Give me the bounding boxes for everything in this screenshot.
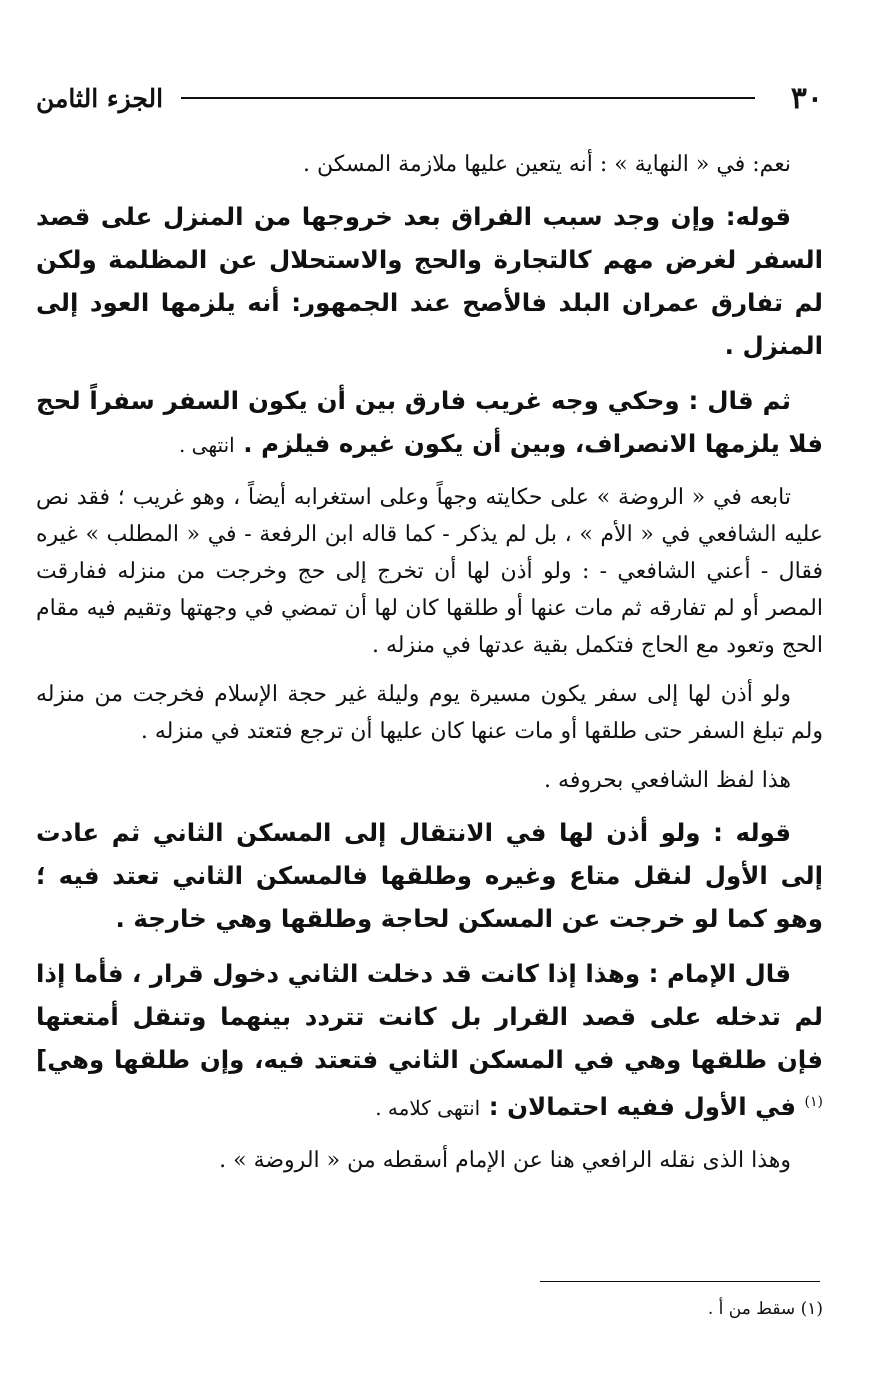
paragraph-8-body: قال الإمام : وهذا إذا كانت قد دخلت الثاني دخول قرار ، فأما إذا لم تدخله على قصد القرار بل كانت تتردد بينهما وتنقل أمتعتها فإن طلقها وهي في المسكن الثاني فتعتد فيه، وإن طلقها وهي] xyxy=(36,959,823,1074)
footnote-ref[interactable]: (١) xyxy=(804,1094,823,1110)
paragraph-8-body-cont: في الأول ففيه احتمالان : xyxy=(488,1092,796,1122)
header-rule xyxy=(181,97,755,99)
paragraph-9: وهذا الذى نقله الرافعي هنا عن الإمام أسقطه من « الروضة » . xyxy=(219,1148,791,1174)
paragraph-8 xyxy=(36,952,823,1130)
paragraph-4: تابعه في « الروضة » على حكايته وجهاً وعلى استغرابه أيضاً ، وهو غريب ؛ فقد نص عليه الشافعي في « الأم » ، بل لم يذكر - كما قاله ابن الرفعة - في « المطلب » غيره فقال - أعني الشافعي - : ولو أذن لها أن تخرج إلى حج وخرجت من منزله ففارقت المصر أو لم تفارقه ثم مات عنها أو طلقها كان لها أن تمضي في وجهتها وتقيم فيه مقام الحج وتعود مع الحاج فتكمل بقية عدتها في منزله . xyxy=(36,485,823,658)
footnote: (١) سقط من أ . xyxy=(707,1299,823,1319)
paragraph-6: هذا لفظ الشافعي بحروفه . xyxy=(544,768,791,793)
paragraph-3-body: ثم قال : وحكي وجه غريب فارق بين أن يكون السفر سفراً لحج فلا يلزمها الانصراف، وبين أن يكون غيره فيلزم . xyxy=(36,386,823,458)
paragraph-3-end: انتهى . xyxy=(178,433,235,457)
paragraph-3 xyxy=(36,379,823,467)
paragraph-8-end: انتهى كلامه . xyxy=(375,1096,481,1121)
document-page xyxy=(36,70,823,1191)
paragraph-5: ولو أذن لها إلى سفر يكون مسيرة يوم وليلة غير حجة الإسلام فخرجت من منزله ولم تبلغ السفر حتى طلقها أو مات عنها كان عليها أن ترجع فتعتد في منزله . xyxy=(36,682,823,744)
running-title: الجزء الثامن xyxy=(36,83,164,113)
footnote-rule xyxy=(540,1281,820,1282)
page-number: ٣٠ xyxy=(790,80,823,116)
paragraph-1: نعم: في « النهاية » : أنه يتعين عليها ملازمة المسكن . xyxy=(303,152,791,177)
paragraph-2: قوله: وإن وجد سبب الفراق بعد خروجها من المنزل على قصد السفر لغرض مهم كالتجارة والحج والاستحلال عن المظلمة ولكن لم تفارق عمران البلد فالأصح عند الجمهور: أنه يلزمها العود إلى المنزل . xyxy=(36,202,823,360)
paragraph-7: قوله : ولو أذن لها في الانتقال إلى المسكن الثاني ثم عادت إلى الأول لنقل متاع وغيره وطلقها فالمسكن الثاني تعتد فيه ؛ وهو كما لو خرجت عن المسكن لحاجة وطلقها وهي خارجة . xyxy=(36,818,823,933)
page-header xyxy=(36,70,823,126)
